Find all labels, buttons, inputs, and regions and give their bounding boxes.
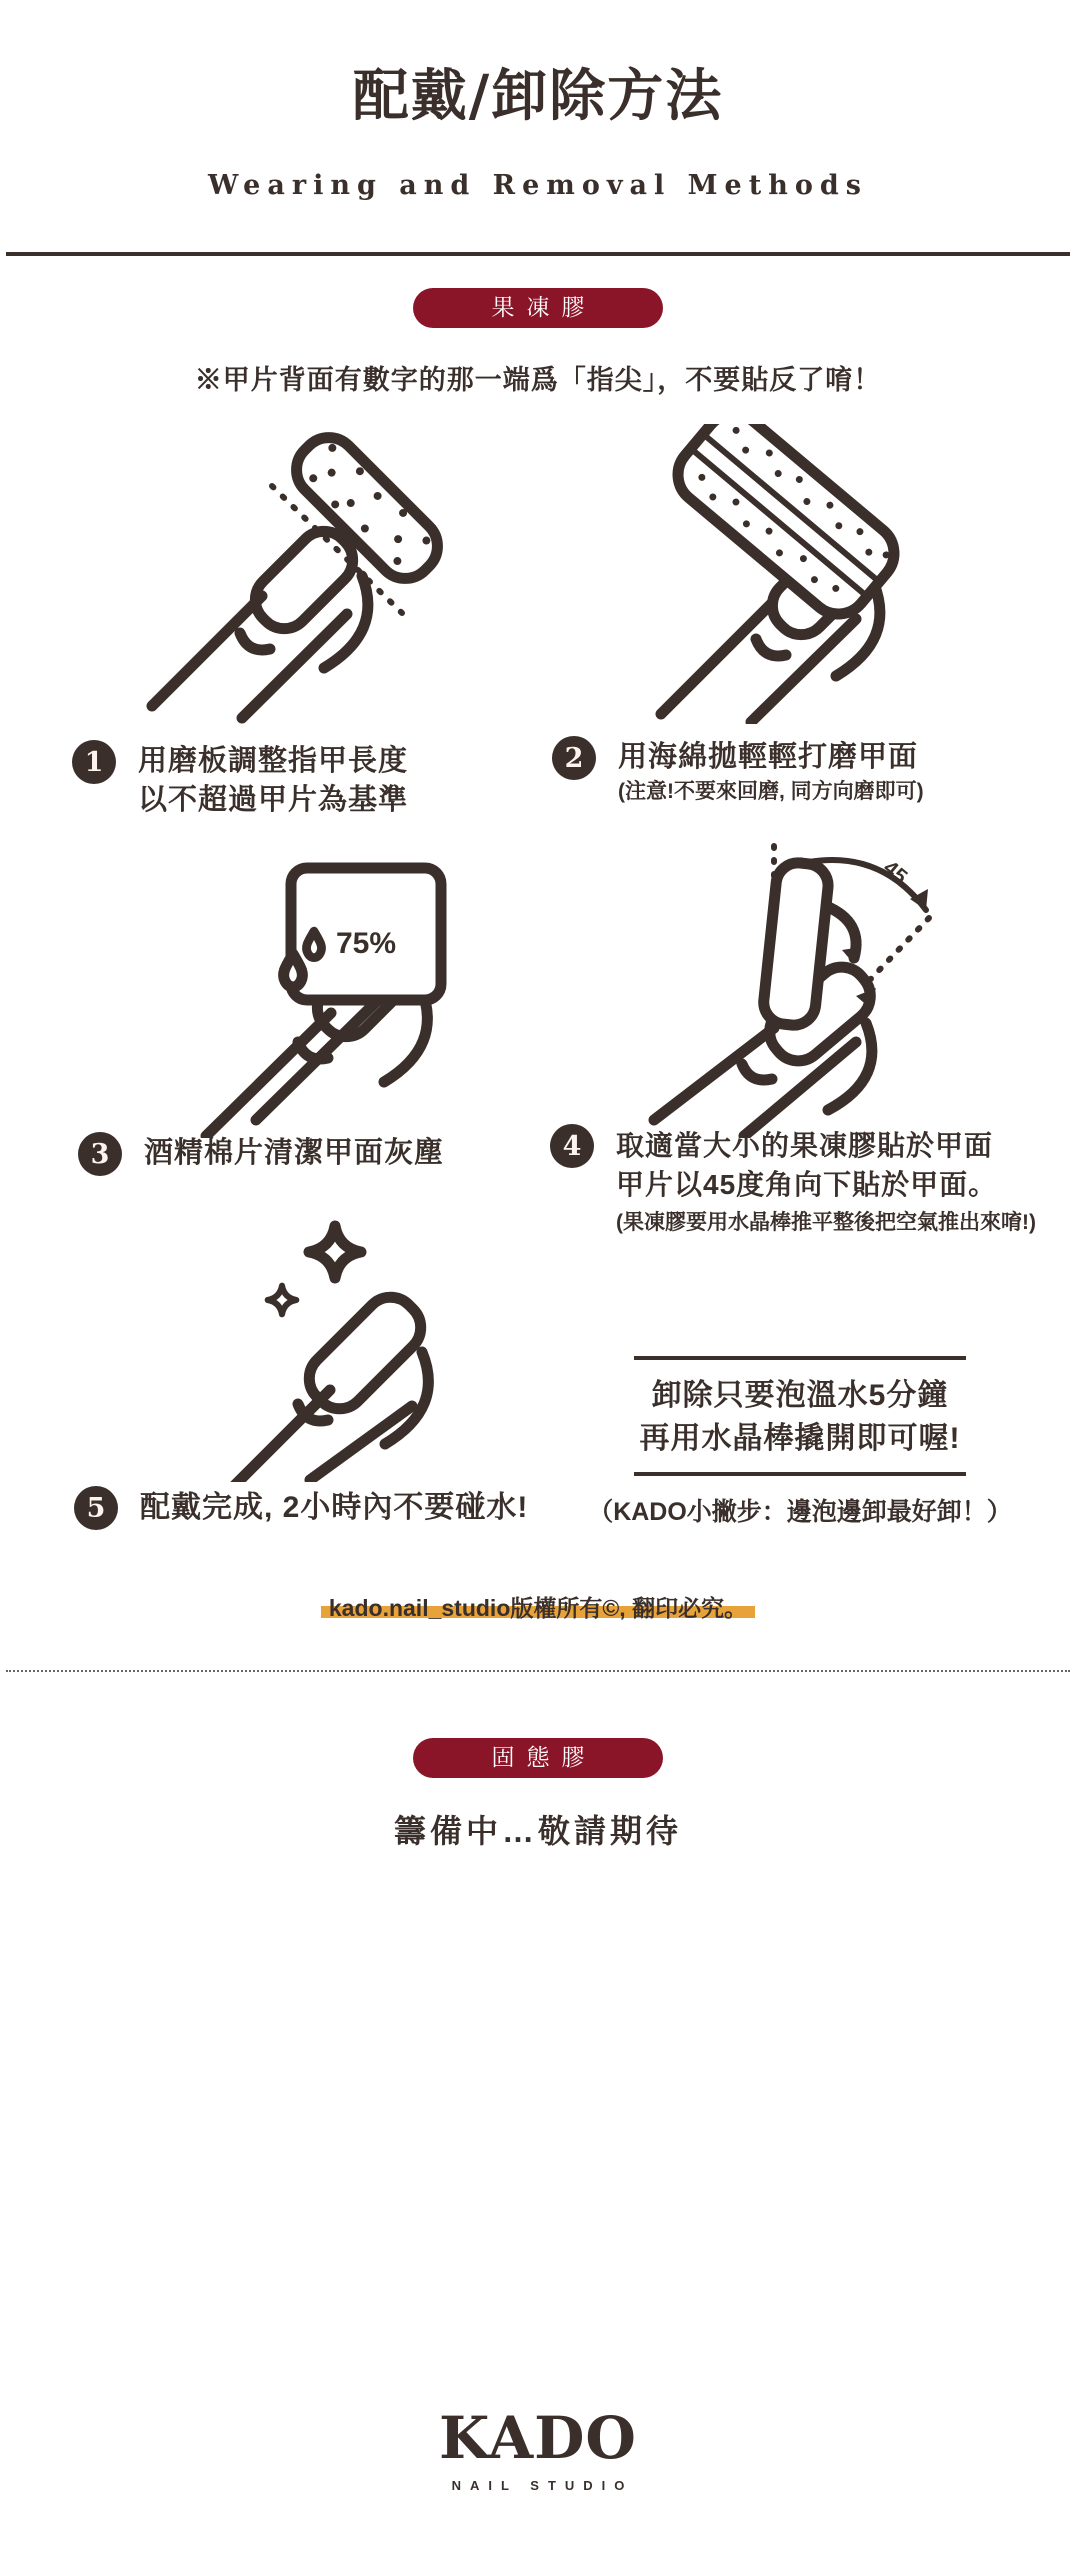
step-4-note: (果凍膠要用水晶棒推平整後把空氣推出來唷!) — [616, 1211, 1036, 1234]
copyright-text: kado.nail_studio版權所有©, 翻印必究。 — [321, 1595, 755, 1621]
brand-tagline: NAIL STUDIO — [451, 2478, 634, 2493]
packet-75-label: 75% — [335, 927, 397, 960]
step-4-line2: 甲片以45度角向下貼於甲面。 — [616, 1169, 998, 1200]
jelly-nail-tip-icon — [762, 861, 831, 1028]
step-1-line2: 以不超過甲片為基準 — [138, 784, 409, 816]
step-4-line1: 取適當大小的果凍膠貼於甲面 — [616, 1130, 994, 1161]
nail-file-icon — [285, 428, 449, 590]
step-1-line1: 用磨板調整指甲長度 — [138, 745, 409, 777]
step-2-line1: 用海綿拋輕輕打磨甲面 — [618, 741, 919, 773]
step-2-note: (注意!不要來回磨, 同方向磨即可) — [618, 780, 924, 803]
step-3-line1: 酒精棉片清潔甲面灰塵 — [144, 1137, 445, 1169]
dotted-divider — [6, 1670, 1070, 1672]
solid-gel-status: 籌備中…敬請期待 — [393, 1813, 682, 1849]
jelly-gel-badge: 果凍膠 — [413, 288, 663, 328]
step-5-number-badge: 5 — [74, 1486, 118, 1530]
angle-45-label: 45 — [878, 856, 912, 889]
copyright-notice — [0, 1590, 1076, 1623]
apply-45-degree-icon — [624, 838, 1014, 1138]
jelly-gel-note: ※甲片背面有數字的那一端爲「指尖」，不要貼反了唷！ — [194, 365, 882, 395]
removal-rule-bottom — [634, 1472, 966, 1476]
finger-sponge-buffer-icon — [606, 424, 966, 724]
sponge-icon — [666, 424, 906, 626]
top-divider — [6, 252, 1070, 256]
removal-line1: 卸除只要泡溫水5分鐘 — [651, 1379, 949, 1412]
removal-rule-top — [634, 1356, 966, 1360]
removal-instructions — [580, 1356, 1020, 1528]
step-3-number-badge: 3 — [78, 1132, 122, 1176]
step-4-caption — [550, 1124, 1036, 1238]
page-title: 配戴/卸除方法 — [352, 63, 724, 129]
step-1-caption — [72, 740, 408, 820]
solid-gel-badge: 固態膠 — [413, 1738, 663, 1778]
finished-sparkle-nail-icon — [150, 1212, 490, 1482]
step-5-caption — [74, 1486, 528, 1530]
step-5-line1: 配戴完成, 2小時內不要碰水! — [140, 1491, 529, 1524]
removal-line2: 再用水晶棒撬開即可喔! — [639, 1422, 961, 1455]
removal-tip: （KADO小撇步：邊泡邊卸最好卸！） — [588, 1498, 1012, 1526]
step-4-number-badge: 4 — [550, 1124, 594, 1168]
jelly-gel-section-header — [0, 288, 1076, 328]
solid-gel-section-header — [0, 1738, 1076, 1778]
alcohol-pad-finger-icon — [186, 858, 526, 1138]
sparkle-icon — [268, 1226, 361, 1314]
brand-logo: KADO — [439, 2404, 637, 2472]
step-1-number-badge: 1 — [72, 740, 116, 784]
page-subtitle: Wearing and Removal Methods — [208, 170, 868, 201]
step-3-caption — [78, 1132, 444, 1176]
finger-nail-file-icon — [112, 428, 472, 728]
step-2-caption — [552, 736, 924, 807]
step-2-number-badge: 2 — [552, 736, 596, 780]
